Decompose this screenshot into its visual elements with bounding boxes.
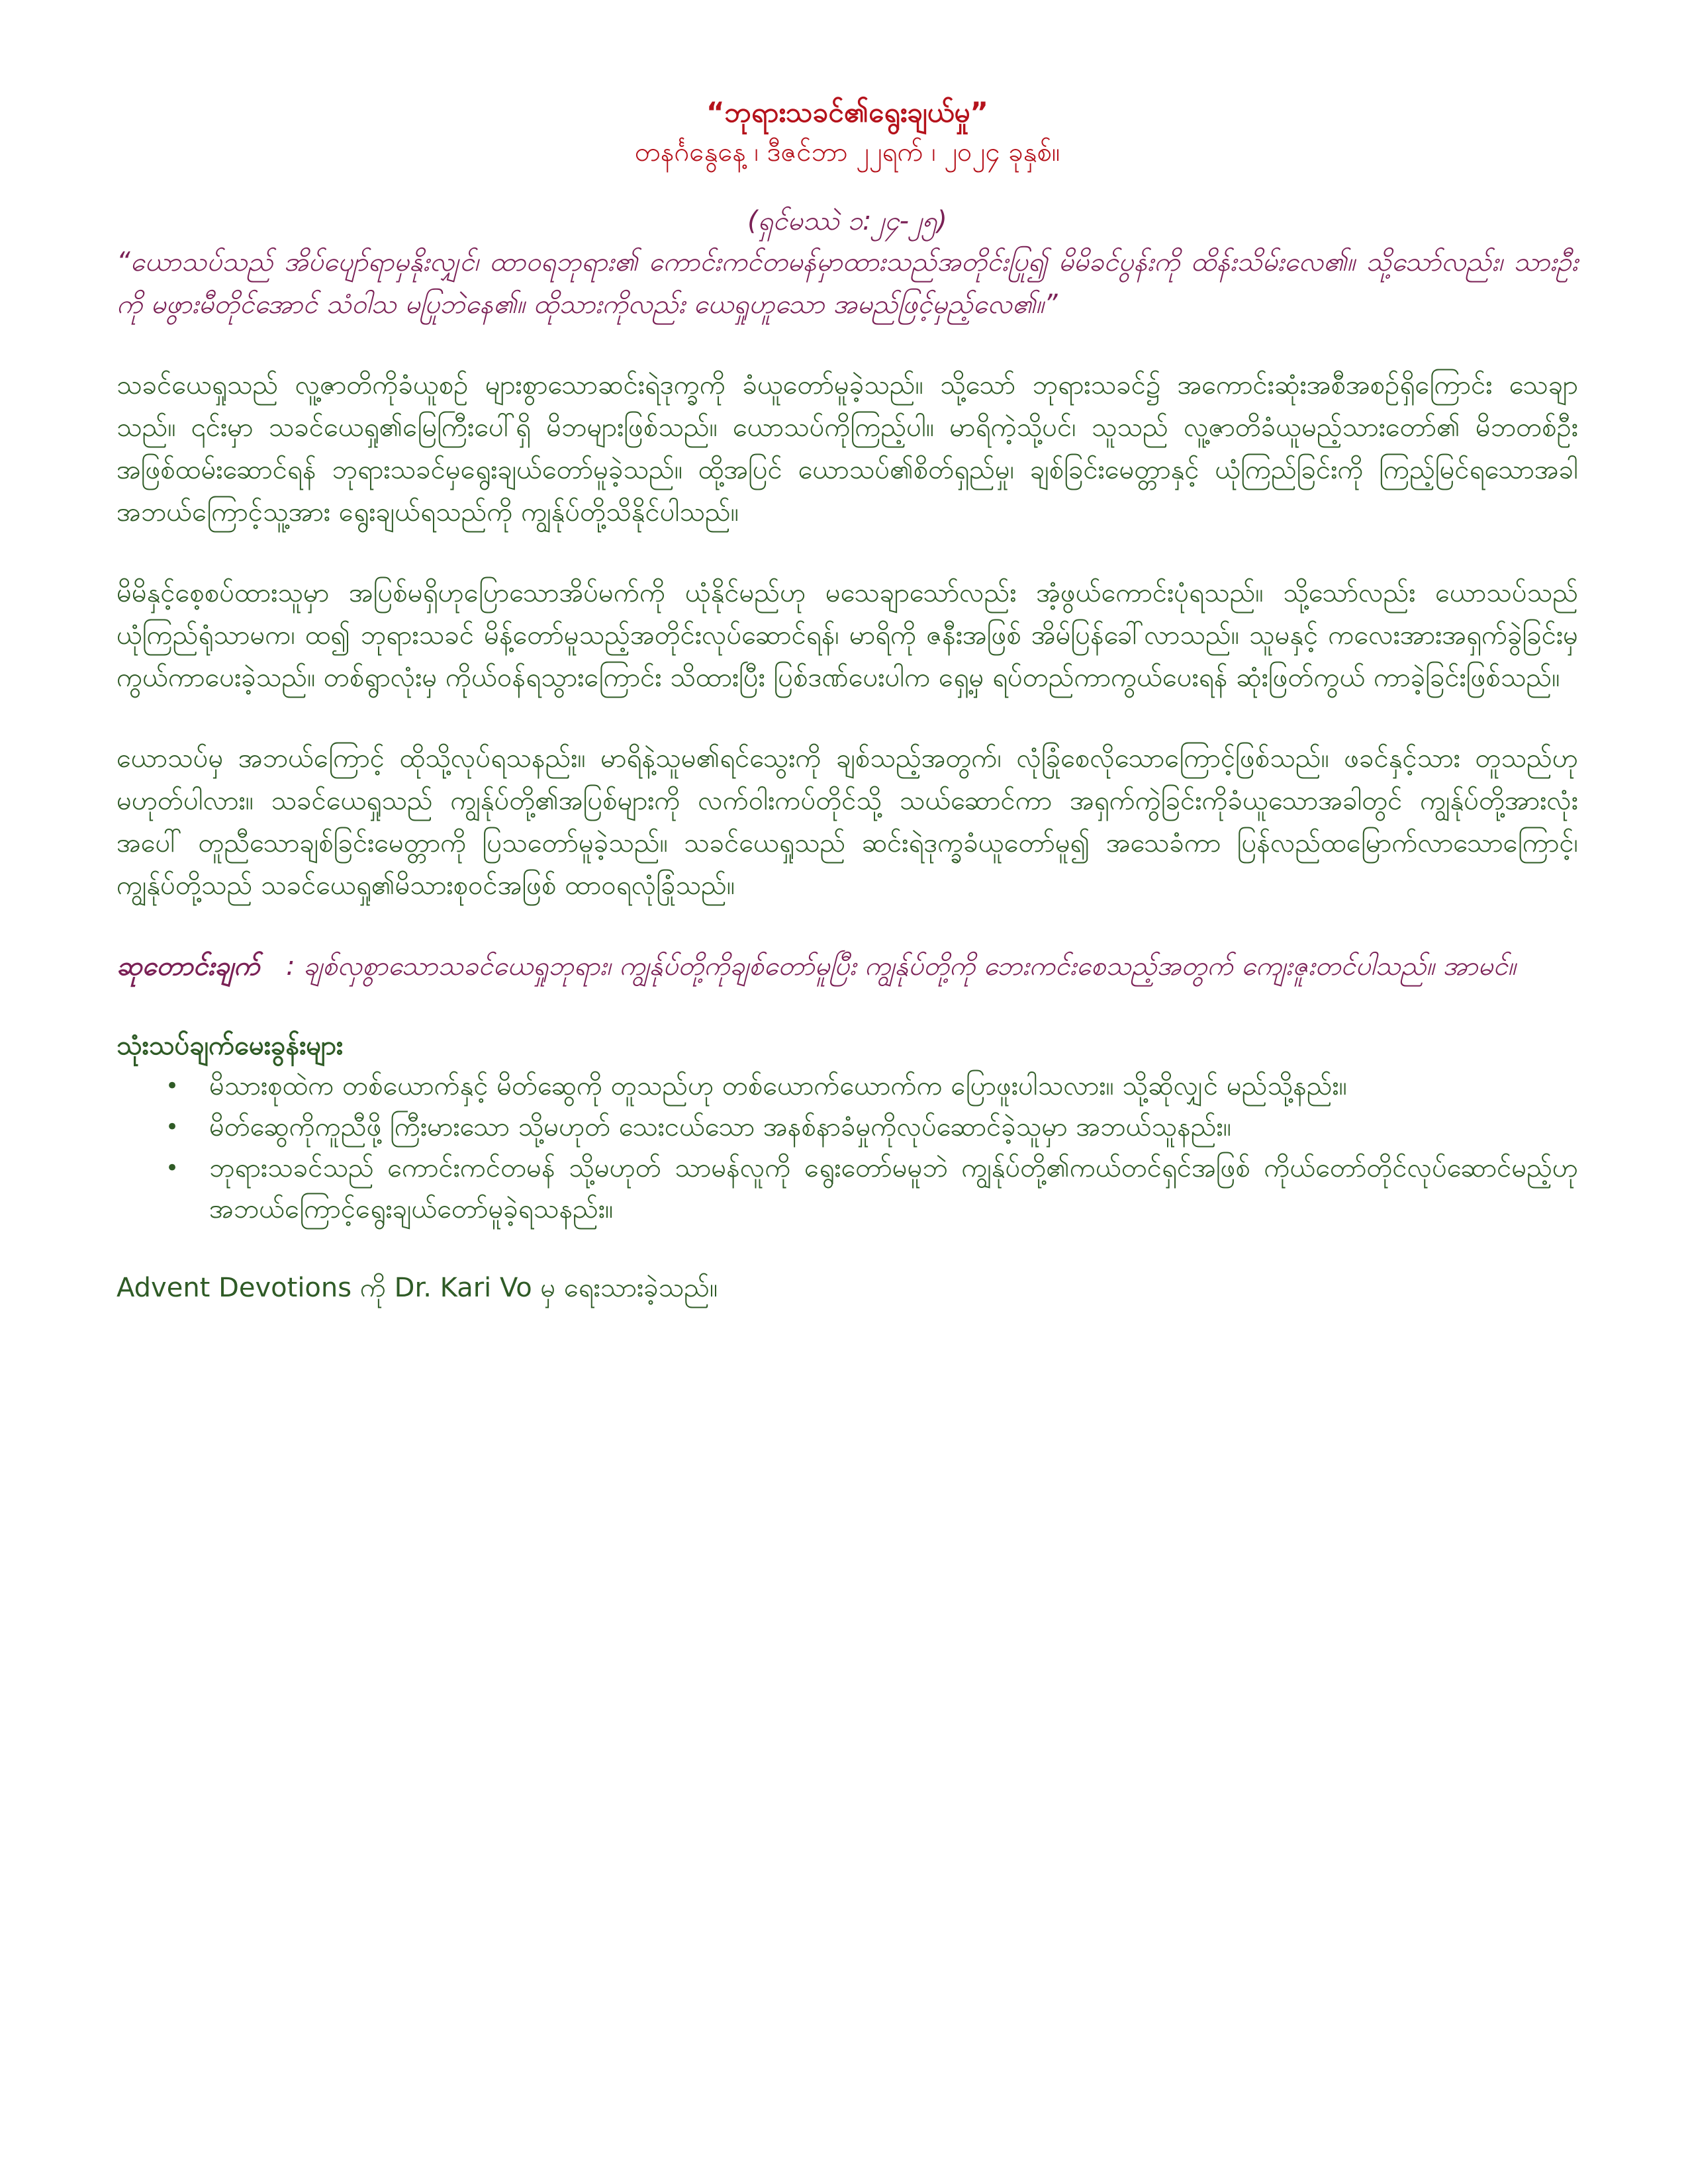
list-item	[117, 1066, 1578, 1107]
list-item	[117, 1107, 1578, 1148]
prayer-label: ဆုတောင်းချက်	[117, 951, 260, 981]
devotion-date: တနင်္ဂနွေနေ့ ၊ ဒီဇင်ဘာ ၂၂ရက် ၊ ၂၀၂၄ ခုနှစ်။	[634, 137, 1060, 167]
questions-heading: သုံးသပ်ချက်မေးခွန်းများ	[117, 1030, 344, 1061]
list-item	[117, 1148, 1578, 1230]
body-paragraph: ယောသပ်မှ အဘယ်ကြောင့် ထိုသို့လုပ်ရသနည်း။ မာရိနဲ့သူမ၏ရင်သွေးကို ချစ်သည့်အတွက်၊ လုံခြုံစေလိုသောကြောင့်ဖြစ်သည်။ ဖခင်နှင့်သား တူသည်ဟုမဟုတ်ပါလား။ သခင်ယေရှုသည် ကျွန်ုပ်တို့၏အပြစ်များကို လက်ဝါးကပ်တိုင်သို့ သယ်ဆောင်ကာ အရှက်ကွဲခြင်းကိုခံယူသောအခါတွင် ကျွန်ုပ်တို့အားလုံးအပေါ် တူညီသောချစ်ခြင်းမေတ္တာကို ပြသတော်မူခဲ့သည်။ သခင်ယေရှုသည် ဆင်းရဲဒုက္ခခံယူတော်မူ၍ အသေခံကာ ပြန်လည်ထမြောက်လာသောကြောင့်၊ ကျွန်ုပ်တို့သည် သခင်ယေရှု၏မိသားစုဝင်အဖြစ် ထာဝရလုံခြုံသည်။	[117, 743, 1578, 901]
scripture-reference: (ရှင်မဿဲ ၁:၂၄-၂၅)	[747, 206, 947, 236]
bullet-icon: •	[165, 1114, 179, 1140]
bullet-icon: •	[165, 1073, 179, 1099]
bullet-icon: •	[165, 1155, 179, 1181]
prayer	[117, 945, 1578, 987]
author-credit: Advent Devotions ကို Dr. Kari Vo မှ ရေးသားခဲ့သည်။	[117, 1273, 718, 1303]
devotion-page	[117, 93, 1578, 1308]
question-text: မိတ်ဆွေကိုကူညီဖို့ ကြီးမားသော သို့မဟုတ် သေးငယ်သော အနစ်နာခံမှုကိုလုပ်ဆောင်ခဲ့သူမှာ အဘယ်သူနည်း။	[209, 1112, 1231, 1142]
question-text: မိသားစုထဲက တစ်ယောက်နှင့် မိတ်ဆွေကို တူသည်ဟု တစ်ယောက်ယောက်က ပြောဖူးပါသလား။ သို့ဆိုလျှင် မည်သို့နည်း။	[209, 1071, 1347, 1101]
scripture-text: “ယောသပ်သည် အိပ်ပျော်ရာမှနိုးလျှင်၊ ထာဝရဘုရား၏ ကောင်းကင်တမန်မှာထားသည်အတိုင်းပြု၍ မိမိခင်ပွန်းကို ထိန်းသိမ်းလေ၏။ သို့သော်လည်း၊ သားဦးကို မဖွားမီတိုင်အောင် သံဝါသ မပြုဘဲနေ၏။ ထိုသားကိုလည်း ယေရှုဟူသော အမည်ဖြင့်မှည့်လေ၏။”	[117, 247, 1578, 320]
questions-list	[117, 1066, 1578, 1230]
body-paragraph: သခင်ယေရှုသည် လူ့ဇာတိကိုခံယူစဉ် များစွာသောဆင်းရဲဒုက္ခကို ခံယူတော်မူခဲ့သည်။ သို့သော် ဘုရားသခင်၌ အကောင်းဆုံးအစီအစဉ်ရှိကြောင်း သေချာသည်။ ၎င်းမှာ သခင်ယေရှု၏မြေကြီးပေါ်ရှိ မိဘများဖြစ်သည်။ ယောသပ်ကိုကြည့်ပါ။ မာရိကဲ့သို့ပင်၊ သူသည် လူ့ဇာတိခံယူမည့်သားတော်၏ မိဘတစ်ဦးအဖြစ်ထမ်းဆောင်ရန် ဘုရားသခင်မှရွေးချယ်တော်မူခဲ့သည်။ ထို့အပြင် ယောသပ်၏စိတ်ရှည်မှု၊ ချစ်ခြင်းမေတ္တာနှင့် ယုံကြည်ခြင်းကို ကြည့်မြင်ရသောအခါ အဘယ်ကြောင့်သူ့အား ရွေးချယ်ရသည်ကို ကျွန်ုပ်တို့သိနိုင်ပါသည်။	[117, 370, 1578, 527]
prayer-text: : ချစ်လှစွာသောသခင်ယေရှုဘုရား၊ ကျွန်ုပ်တို့ကိုချစ်တော်မူပြီး ကျွန်ုပ်တို့ကို ဘေးကင်းစေသည့်အတွက် ကျေးဇူးတင်ပါသည်။ အာမင်။	[286, 951, 1516, 981]
body-paragraph: မိမိနှင့်စေ့စပ်ထားသူမှာ အပြစ်မရှိဟုပြောသောအိပ်မက်ကို ယုံနိုင်မည်ဟု မသေချာသော်လည်း အံ့ဖွယ်ကောင်းပုံရသည်။ သို့သော်လည်း ယောသပ်သည် ယုံကြည်ရုံသာမက၊ ထ၍ ဘုရားသခင် မိန့်တော်မူသည့်အတိုင်းလုပ်ဆောင်ရန်၊ မာရိကို ဇနီးအဖြစ် အိမ်ပြန်ခေါ်လာသည်။ သူမနှင့် ကလေးအားအရှက်ခွဲခြင်းမှ ကွယ်ကာပေးခဲ့သည်။ တစ်ရွာလုံးမှ ကိုယ်ဝန်ရသွားကြောင်း သိထားပြီး ပြစ်ဒဏ်ပေးပါက ရှေ့မှ ရပ်တည်ကာကွယ်ပေးရန် ဆုံးဖြတ်ကွယ် ကာခဲ့ခြင်းဖြစ်သည်။	[117, 578, 1578, 693]
devotion-title: “ဘုရားသခင်၏ရွေးချယ်မှု”	[706, 96, 989, 128]
question-text: ဘုရားသခင်သည် ကောင်းကင်တမန် သို့မဟုတ် သာမန်လူကို ရွေးတော်မမူဘဲ ကျွန်ုပ်တို့၏ကယ်တင်ရှင်အဖြစ် ကိုယ်တော်တိုင်လုပ်ဆောင်မည့်ဟု အဘယ်ကြောင့်ရွေးချယ်တော်မူခဲ့ရသနည်း။	[209, 1153, 1578, 1224]
